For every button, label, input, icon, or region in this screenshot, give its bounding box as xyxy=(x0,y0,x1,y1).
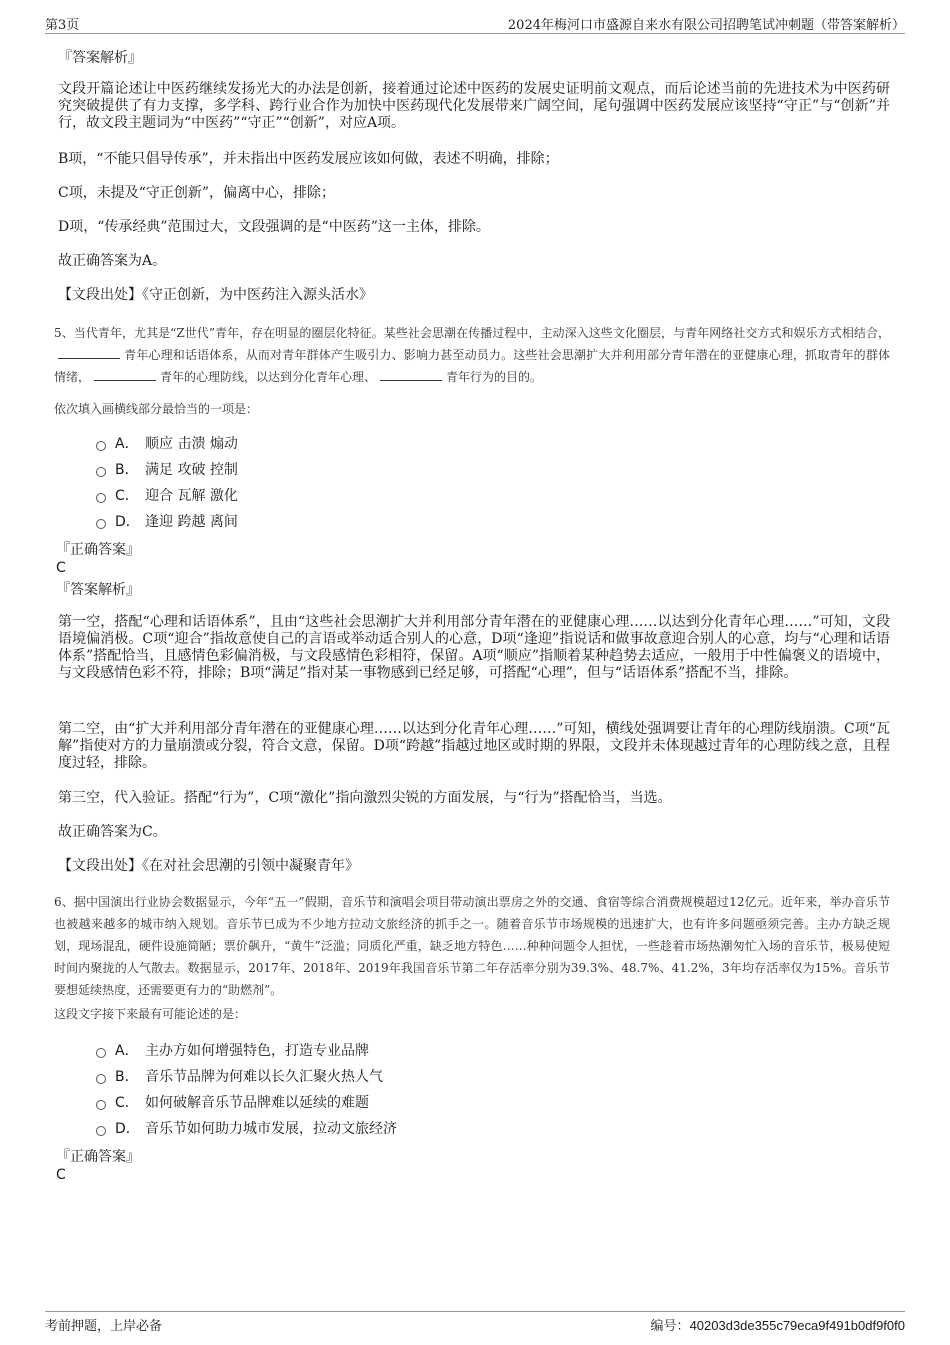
blank-2 xyxy=(94,368,156,381)
q5-analysis-paragraph-2: 第二空，由“扩大并利用部分青年潜在的亚健康心理……以达到分化青年心理……”可知，横线处强调要让青年的心理防线崩溃。C项“瓦解”指使对方的力量崩溃或分裂，符合文意，保留。D项“跨越”指越过地区或时期的界限，文段并未体现越过青年的心理防线之意，且程度过轻，排除。 xyxy=(58,721,890,771)
q5-analysis-paragraph-3: 第三空，代入验证。搭配“行为”，C项“激化”指向激烈尖锐的方面发展，与“行为”搭配恰当，当选。 xyxy=(58,790,672,806)
q6-option-c[interactable]: C． 如何破解音乐节品牌难以延续的难题 xyxy=(96,1093,369,1113)
q6-prompt: 这段文字接下来最有可能论述的是： xyxy=(54,1007,247,1021)
q5-option-d[interactable]: D． 逢迎 跨越 离间 xyxy=(96,512,238,532)
radio-icon[interactable] xyxy=(96,519,106,529)
q4-conclusion: 故正确答案为A。 xyxy=(58,253,167,269)
q5-correct-label: 『正确答案』 xyxy=(56,542,140,558)
q4-analysis-paragraph-1: 文段开篇论述让中医药继续发扬光大的办法是创新，接着通过论述中医药的发展史证明前文观点，而后论述当前的先进技术为中医药研究突破提供了有力支撑，多学科、跨行业合作为加快中医药现代化发展带来广阔空间，尾句强调中医药发展应该坚持“守正”与“创新”并行，故文段主题词为“中医药”“守正”“创新”，对应A项。 xyxy=(58,81,890,131)
q6-option-d[interactable]: D． 音乐节如何助力城市发展，拉动文旅经济 xyxy=(96,1119,397,1139)
q5-stem: 5、当代青年，尤其是“Z世代”青年，存在明显的圈层化特征。某些社会思潮在传播过程中，主动深入这些文化圈层，与青年网络社交方式和娱乐方式相结合，青年心理和话语体系，从而对青年群体产生吸引力、影响力甚至动员力。这些社会思潮扩大并利用部分青年潜在的亚健康心理，抓取青年的群体情绪， 青年的心理防线，以达到分化青年心理、 青年行为的目的。 xyxy=(54,326,890,384)
q5-option-a[interactable]: A． 顺应 击溃 煽动 xyxy=(96,434,238,454)
page-number: 第3页 xyxy=(45,18,80,33)
q6-correct-answer: C xyxy=(56,1167,66,1183)
q4-analysis-label: 『答案解析』 xyxy=(58,50,142,66)
page-header xyxy=(45,14,905,34)
header-divider xyxy=(45,33,905,34)
q6-option-a[interactable]: A． 主办方如何增强特色，打造专业品牌 xyxy=(96,1041,369,1061)
radio-icon[interactable] xyxy=(96,1048,106,1058)
q5-analysis-label: 『答案解析』 xyxy=(56,582,140,598)
q5-option-c[interactable]: C． 迎合 瓦解 激化 xyxy=(96,486,238,506)
radio-icon[interactable] xyxy=(96,1126,106,1136)
radio-icon[interactable] xyxy=(96,493,106,503)
document-title: 2024年梅河口市盛源自来水有限公司招聘笔试冲刺题（带答案解析） xyxy=(507,18,905,33)
radio-icon[interactable] xyxy=(96,1074,106,1084)
footer-divider xyxy=(45,1311,905,1312)
radio-icon[interactable] xyxy=(96,441,106,451)
q4-analysis-paragraph-3: C项，未提及“守正创新”，偏离中心，排除； xyxy=(58,185,336,201)
page-footer xyxy=(45,1315,905,1335)
blank-1 xyxy=(58,346,120,359)
q5-option-b[interactable]: B． 满足 攻破 控制 xyxy=(96,460,238,480)
q4-source: 【文段出处】《守正创新，为中医药注入源头活水》 xyxy=(58,287,373,303)
q6-correct-label: 『正确答案』 xyxy=(56,1149,140,1165)
document-code: 编号：40203d3de355c79eca9f491b0df9f0f0 xyxy=(650,1318,905,1334)
q4-analysis-paragraph-2: B项，“不能只倡导传承”，并未指出中医药发展应该如何做，表述不明确，排除； xyxy=(58,151,559,167)
footer-slogan: 考前押题，上岸必备 xyxy=(45,1319,163,1334)
q4-analysis-paragraph-4: D项，“传承经典”范围过大，文段强调的是“中医药”这一主体，排除。 xyxy=(58,219,490,235)
radio-icon[interactable] xyxy=(96,467,106,477)
q6-stem: 6、据中国演出行业协会数据显示，今年“五一”假期，音乐节和演唱会项目带动演出票房之外的交通、食宿等综合消费规模超过12亿元。近年来，举办音乐节也被越来越多的城市纳入规划。音乐节已成为不少地方拉动文旅经济的抓手之一。随着音乐节市场规模的迅速扩大，也有许多问题亟须完善。主办方缺乏规划，现场混乱，硬件设施简陋；票价飙升，“黄牛”泛滥；同质化严重，缺乏地方特色……种种问题令人担忧，一些趁着市场热潮匆忙入场的音乐节，极易使短时间内聚拢的人气散去。数据显示，2017年、2018年、2019年我国音乐节第二年存活率分别为39.3%、48.7%、41.2%，3年均存活率仅为15%。音乐节要想延续热度，还需要更有力的“助燃剂”。 xyxy=(54,895,890,997)
q5-correct-answer: C xyxy=(56,560,66,576)
q5-analysis-paragraph-1: 第一空，搭配“心理和话语体系”，且由“这些社会思潮扩大并利用部分青年潜在的亚健康心理……以达到分化青年心理……”可知，文段语境偏消极。C项“迎合”指故意使自己的言语或举动适合别人的心意，D项“逢迎”指说话和做事故意迎合别人的心意，均与“心理和话语体系”搭配恰当，且感情色彩偏消极，与文段感情色彩相符，保留。A项“顺应”指顺着某种趋势去适应，一般用于中性偏褒义的语境中，与文段感情色彩不符，排除；B项“满足”指对某一事物感到已经足够，可搭配“心理”，但与“话语体系”搭配不当，排除。 xyxy=(58,614,890,681)
q5-conclusion: 故正确答案为C。 xyxy=(58,824,167,840)
radio-icon[interactable] xyxy=(96,1100,106,1110)
blank-3 xyxy=(380,368,442,381)
q6-option-b[interactable]: B． 音乐节品牌为何难以长久汇聚火热人气 xyxy=(96,1067,383,1087)
q5-source: 【文段出处】《在对社会思潮的引领中凝聚青年》 xyxy=(58,858,359,874)
q5-prompt: 依次填入画横线部分最恰当的一项是： xyxy=(54,402,259,416)
